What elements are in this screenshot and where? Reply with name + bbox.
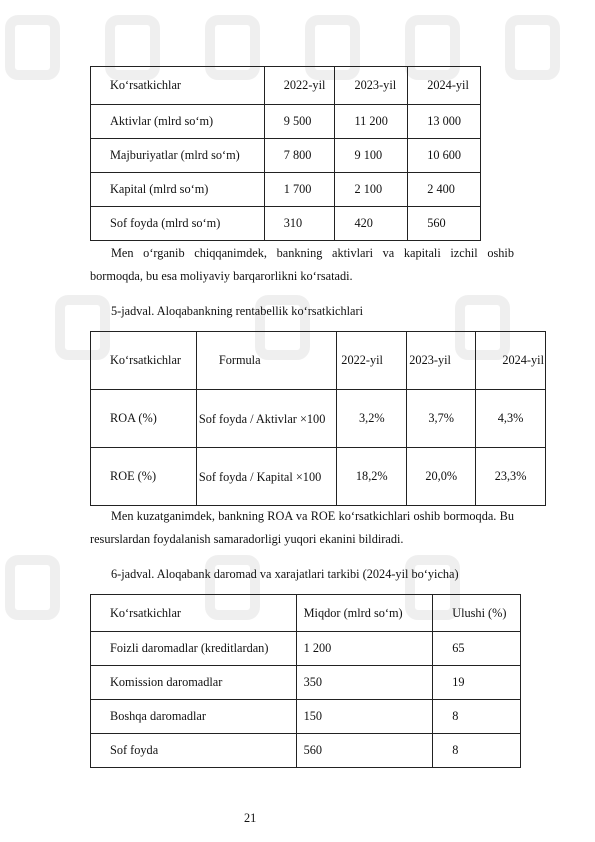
table-cell: 2 400 [427, 182, 455, 196]
table-cell: ROE (%) [110, 469, 157, 483]
table-cell: Sof foyda / Kapital ×100 [198, 469, 322, 484]
table-cell: 350 [303, 675, 323, 689]
table-indicators [90, 66, 481, 241]
table-cell: 2 100 [354, 182, 383, 196]
table-profitability [90, 331, 546, 506]
table-cell: 10 600 [427, 148, 462, 162]
table-row [91, 139, 481, 173]
table-cell: Majburiyatlar (mlrd so‘m) [110, 148, 240, 162]
table-row [91, 734, 521, 768]
table-header-row [91, 595, 521, 632]
table-cell: 3,2% [358, 411, 385, 425]
table-cell: 560 [427, 216, 446, 230]
table-row [91, 700, 521, 734]
table-row [91, 448, 546, 506]
page-number: 21 [244, 811, 257, 825]
table-cell: 9 100 [354, 148, 383, 162]
table-cell: Sof foyda / Aktivlar ×100 [198, 411, 326, 426]
column-header: Ko‘rsatkichlar [110, 78, 182, 92]
table-caption: 5-jadval. Aloqabankning rentabellik ko‘rsatkichlari [111, 304, 364, 318]
paragraph-text: Men o‘rganib chiqqanimdek, bankning aktivlari va kapitali izchil oshib bormoqda, bu esa moliyaviy barqarorlikni ko‘rsatadi. [90, 246, 514, 283]
table-cell: ROA (%) [110, 411, 157, 425]
column-header: Formula [218, 353, 261, 367]
table-row [91, 666, 521, 700]
table-cell: 20,0% [425, 469, 458, 483]
table-cell: 8 [452, 743, 459, 757]
table-row [91, 390, 546, 448]
table-cell: Foizli daromadlar (kreditlardan) [110, 641, 269, 655]
table-cell: Boshqa daromadlar [110, 709, 206, 723]
table-cell: 11 200 [354, 114, 388, 128]
column-header: 2024-yil [502, 353, 544, 367]
table-row [91, 105, 481, 139]
table-cell: 3,7% [428, 411, 455, 425]
table-cell: 8 [452, 709, 459, 723]
table-cell: Kapital (mlrd so‘m) [110, 182, 209, 196]
paragraph-profitability [90, 505, 514, 551]
table-cell: 310 [283, 216, 303, 230]
column-header: Ulushi (%) [452, 605, 507, 620]
column-header: 2023-yil [409, 353, 451, 367]
table-cell: 1 700 [283, 182, 312, 196]
table-cell: 560 [303, 743, 323, 757]
table-cell: 7 800 [283, 148, 312, 162]
table-cell: 13 000 [427, 114, 462, 128]
table-cell: 23,3% [494, 469, 527, 483]
column-header: 2023-yil [354, 78, 397, 92]
table-cell: 4,3% [497, 411, 524, 425]
column-header: 2022-yil [341, 353, 383, 367]
table-row [91, 173, 481, 207]
table-cell: Sof foyda [110, 743, 159, 757]
table-cell: 9 500 [283, 114, 312, 128]
table-row [91, 207, 481, 241]
table-cell: Sof foyda (mlrd so‘m) [110, 216, 221, 230]
column-header: 2022-yil [283, 78, 326, 92]
table-cell: 19 [452, 675, 465, 689]
table-row [91, 632, 521, 666]
column-header: Miqdor (mlrd so‘m) [303, 605, 403, 620]
table-cell: 150 [303, 709, 323, 723]
table-header-row [91, 332, 546, 390]
table-header-row [91, 67, 481, 105]
table-cell: 1 200 [303, 641, 332, 655]
column-header: 2024-yil [427, 78, 469, 92]
column-header: Ko‘rsatkichlar [110, 353, 182, 367]
paragraph-assets [90, 242, 514, 288]
table-cell: Aktivlar (mlrd so‘m) [110, 114, 214, 128]
table-cell: 18,2% [355, 469, 388, 483]
table-income-structure [90, 594, 521, 768]
table-cell: Komission daromadlar [110, 675, 223, 689]
paragraph-text: Men kuzatganimdek, bankning ROA va ROE ko‘rsatkichlari oshib bormoqda. Bu resurslardan foydalanish samaradorligi yuqori ekanini bildiradi. [90, 509, 514, 546]
table-cell: 420 [354, 216, 373, 230]
table-caption: 6-jadval. Aloqabank daromad va xarajatlari tarkibi (2024-yil bo‘yicha) [111, 567, 459, 581]
column-header: Ko‘rsatkichlar [110, 605, 182, 620]
table-cell: 65 [452, 641, 465, 655]
